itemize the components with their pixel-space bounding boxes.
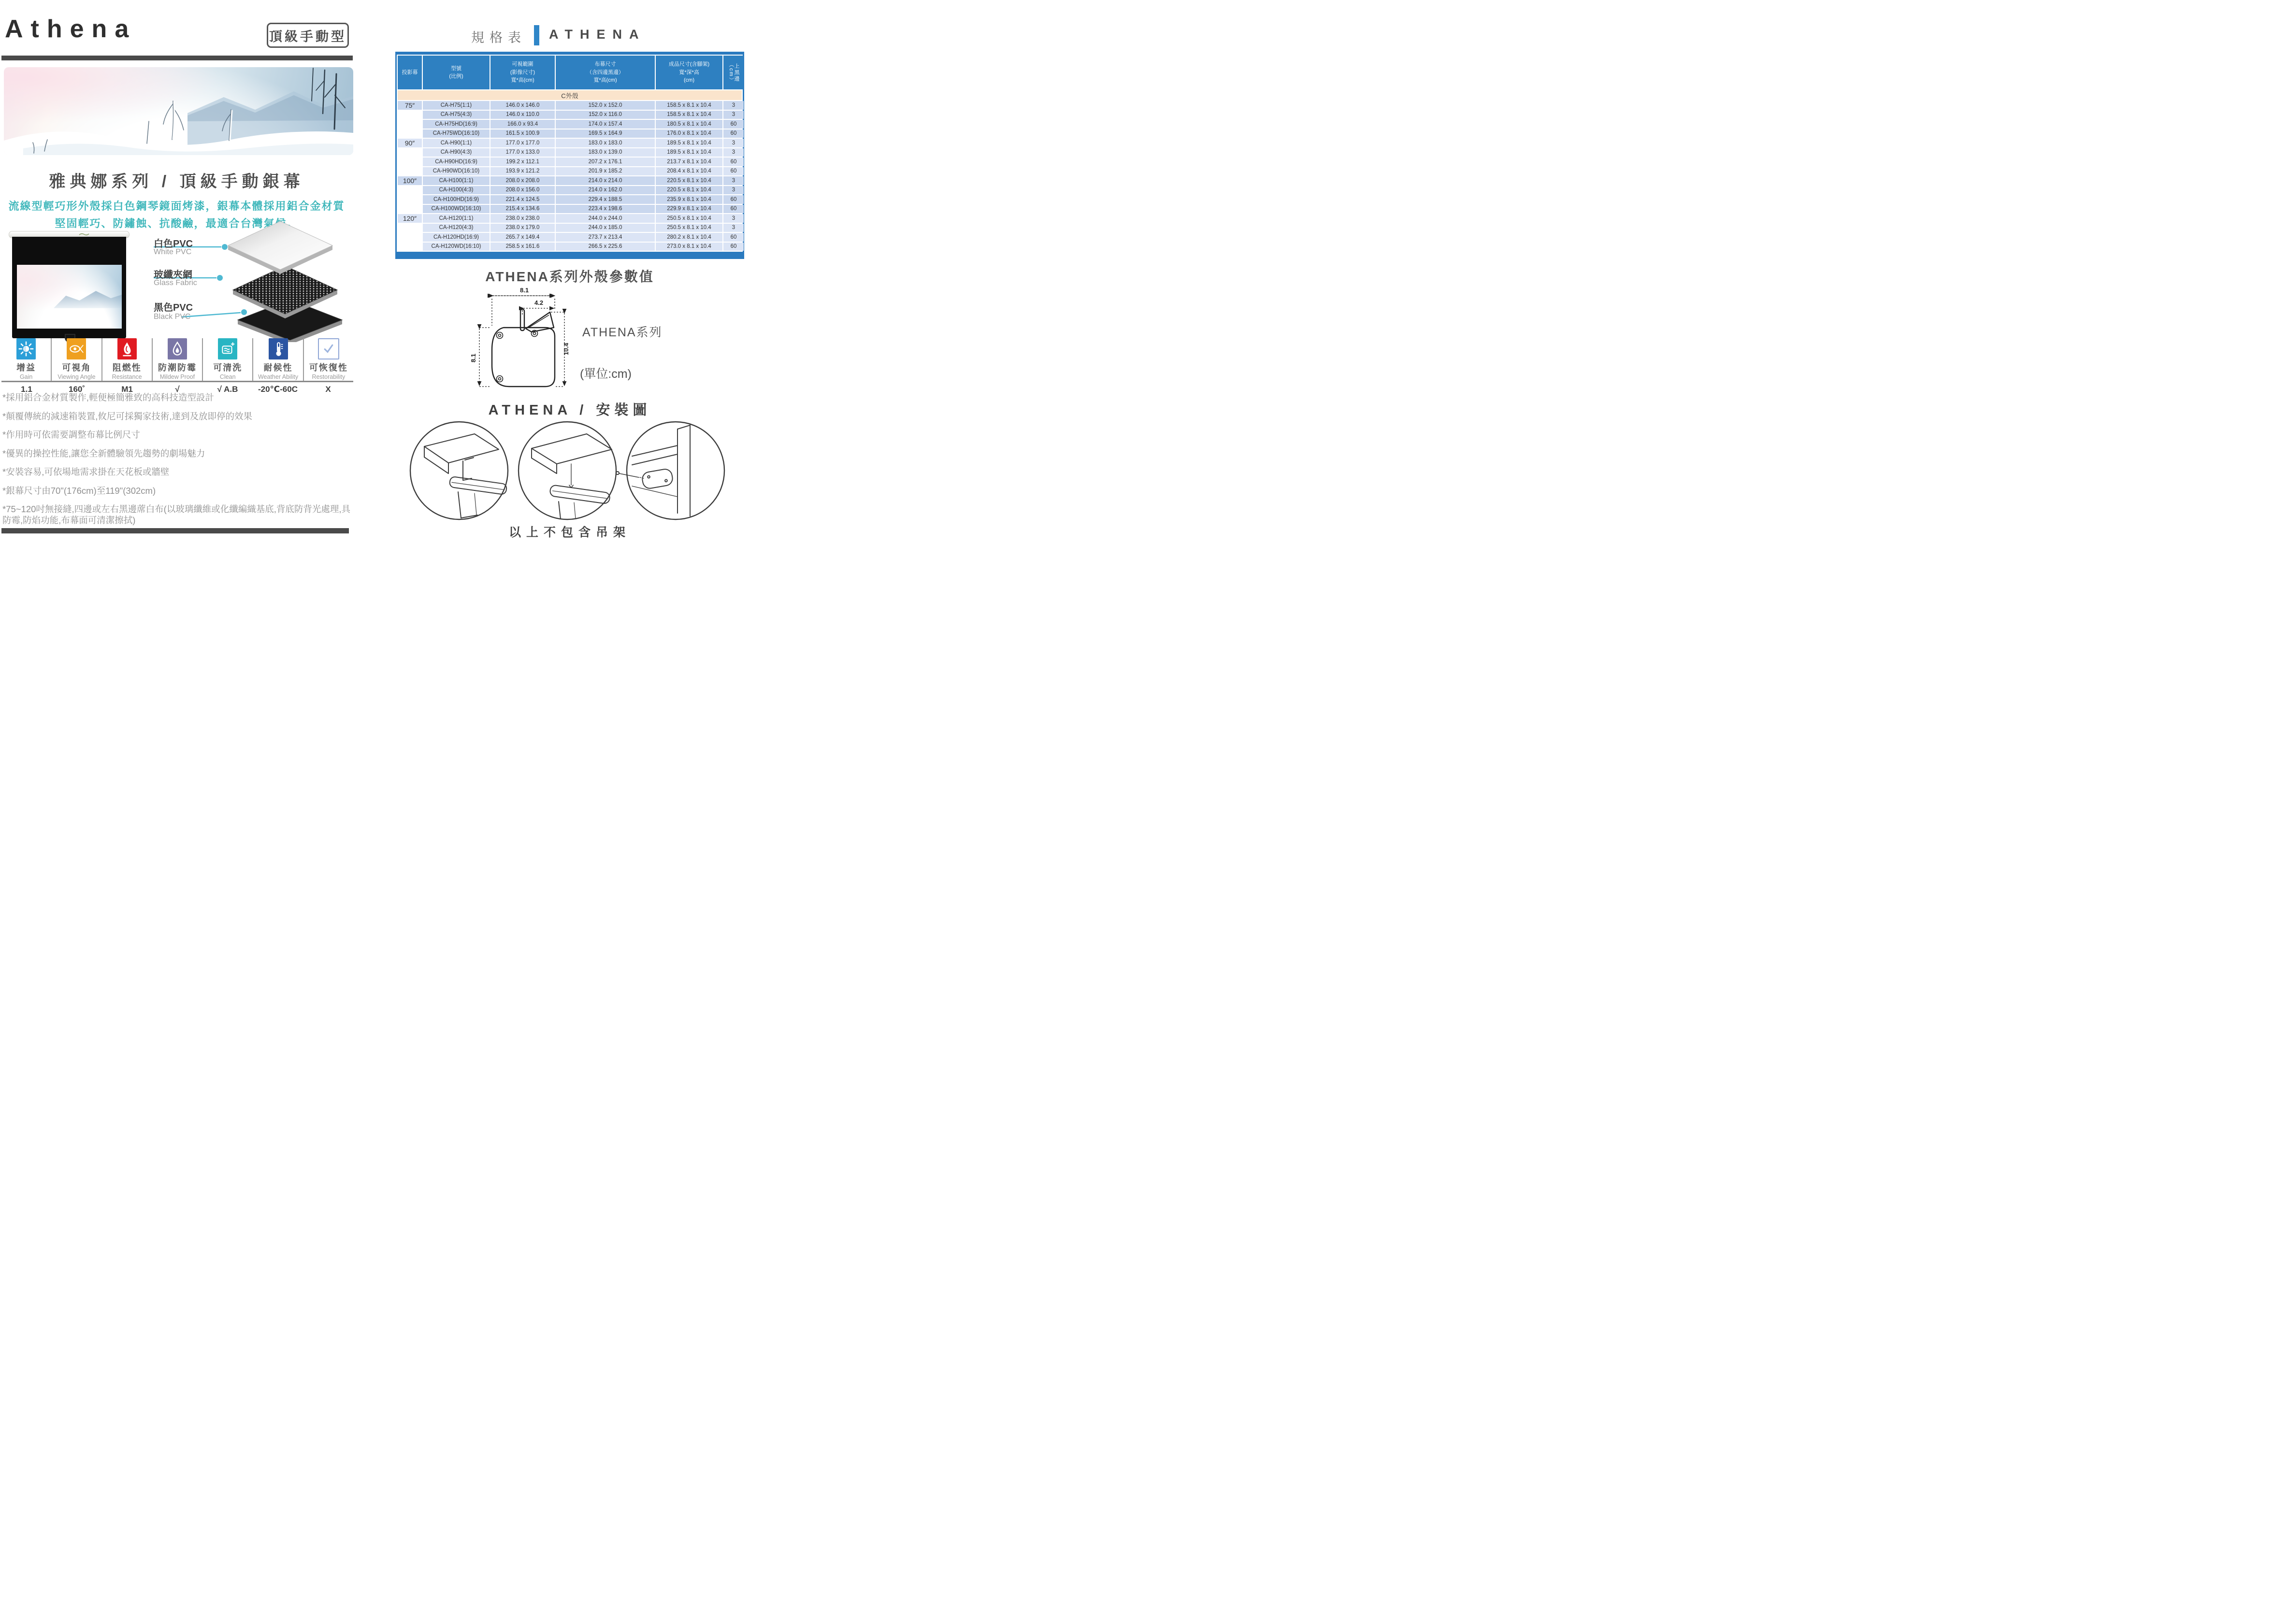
spec-cloth-cell: 214.0 x 162.0 <box>556 186 655 195</box>
spec-view-cell: 146.0 x 110.0 <box>490 111 555 119</box>
layer-label-glass-fabric: 玻纖夾網 <box>154 270 192 280</box>
spec-border-cell: 3 <box>723 139 744 147</box>
spec-border-cell: 3 <box>723 176 744 185</box>
layer-label-black-pvc-en: Black PVC <box>154 313 191 321</box>
feature-label-en: Viewing Angle <box>58 374 96 380</box>
spec-view-cell: 208.0 x 156.0 <box>490 186 555 195</box>
gain-sun-icon <box>16 338 36 359</box>
spec-cloth-cell: 273.7 x 213.4 <box>556 233 655 242</box>
white-pvc-layer <box>228 221 332 274</box>
page-title: Athena <box>5 15 137 43</box>
case-type-row: C外殼 <box>398 90 742 100</box>
feature-label-en: Mildew Proof <box>159 374 195 380</box>
spec-accent-bar <box>534 25 539 45</box>
spec-border-cell: 3 <box>723 111 744 119</box>
spec-cloth-cell: 207.2 x 176.1 <box>556 158 655 166</box>
header-line: 寬*深*高 <box>679 69 699 75</box>
spec-product-cell: 280.2 x 8.1 x 10.4 <box>656 233 722 242</box>
screen-black-border <box>12 237 126 338</box>
spec-product-cell: 158.5 x 8.1 x 10.4 <box>656 101 722 110</box>
spec-product-cell: 189.5 x 8.1 x 10.4 <box>656 148 722 157</box>
spec-view-cell: 238.0 x 179.0 <box>490 224 555 232</box>
feature-label-cn: 增益 <box>16 363 36 373</box>
feature-label-en: Gain <box>19 374 33 380</box>
series-description-line2: 堅固輕巧、防鏽蝕、抗酸鹼，最適合台灣氣候。 <box>55 217 299 230</box>
spec-product-cell: 220.5 x 8.1 x 10.4 <box>656 176 722 185</box>
flame-icon <box>117 338 137 359</box>
bottom-divider <box>1 528 349 533</box>
header-line: 布幕尺寸 <box>594 61 616 68</box>
header-line: 可視範圍 <box>512 61 533 68</box>
spec-border-cell: 3 <box>723 214 744 223</box>
shell-unit-label: (單位:cm) <box>580 367 632 381</box>
feature-note: *75~120吋無接縫,四邊或左右黑邊蓆白布(以玻璃纖維或化纖編織基底,背底防背光處理,具防霉,防焰功能,布幕面可清潔擦拭) <box>2 504 351 525</box>
viewing-eye-icon <box>67 338 86 359</box>
feature-weather-ability <box>252 338 303 381</box>
feature-mildew-proof <box>152 338 202 381</box>
features-divider <box>1 381 353 382</box>
spec-product-cell: 235.9 x 8.1 x 10.4 <box>656 195 722 204</box>
shell-parameters-title: ATHENA系列外殼參數值 <box>485 269 654 284</box>
feature-viewing-angle <box>51 338 101 381</box>
spec-border-cell: 60 <box>723 233 744 242</box>
spec-view-cell: 146.0 x 146.0 <box>490 101 555 110</box>
feature-note: *銀幕尺寸由70"(176cm)至119"(302cm) <box>2 485 156 496</box>
header-line: (cm) <box>684 77 694 84</box>
spec-cloth-cell: 229.4 x 188.5 <box>556 195 655 204</box>
spec-table-head <box>397 55 743 89</box>
spec-column-header <box>556 56 655 89</box>
spec-model-cell: CA-H100(4:3) <box>423 186 490 195</box>
spec-cloth-cell: 152.0 x 152.0 <box>556 101 655 110</box>
spec-cloth-cell: 244.0 x 185.0 <box>556 224 655 232</box>
layer-label-black-pvc: 黑色PVC <box>154 302 193 313</box>
layer-label-white-pvc: 白色PVC <box>154 239 193 249</box>
spec-model-cell: CA-H90(4:3) <box>423 148 490 157</box>
spec-view-cell: 258.5 x 161.6 <box>490 243 555 251</box>
feature-label-cn: 防潮防霉 <box>158 363 197 373</box>
shell-screws <box>497 331 538 382</box>
spec-table <box>395 52 744 259</box>
spec-cloth-cell: 183.0 x 183.0 <box>556 139 655 147</box>
spec-column-header <box>490 56 555 89</box>
spec-cloth-cell: 266.5 x 225.6 <box>556 243 655 251</box>
product-screen-photo <box>9 231 130 343</box>
header-line: 寬*高(cm) <box>511 77 534 84</box>
spec-product-cell: 213.7 x 8.1 x 10.4 <box>656 158 722 166</box>
droplet-icon <box>168 338 187 359</box>
header-line: (比例) <box>449 73 463 79</box>
feature-value: √ A.B <box>217 385 238 394</box>
spec-cloth-cell: 244.0 x 244.0 <box>556 214 655 223</box>
spec-product-cell: 250.5 x 8.1 x 10.4 <box>656 224 722 232</box>
header-line: 上黑邊（cm） <box>728 61 739 84</box>
spec-view-cell: 177.0 x 133.0 <box>490 148 555 157</box>
spec-cloth-cell: 214.0 x 214.0 <box>556 176 655 185</box>
spec-product-cell: 158.5 x 8.1 x 10.4 <box>656 111 722 119</box>
spec-border-cell: 60 <box>723 158 744 166</box>
spec-view-cell: 166.0 x 93.4 <box>490 120 555 129</box>
install-hanging-wire-diagram <box>519 422 616 519</box>
winter-banner-art <box>4 67 353 155</box>
spec-view-cell: 193.9 x 121.2 <box>490 167 555 176</box>
feature-note: *採用鋁合金材質製作,輕便極簡雅致的高科技造型設計 <box>2 392 214 402</box>
feature-value: 1.1 <box>21 385 32 394</box>
header-line: 寬*高(cm) <box>593 77 617 84</box>
winter-banner-image <box>4 67 353 155</box>
spec-model-cell: CA-H120WD(16:10) <box>423 243 490 251</box>
glass-fabric-layer <box>233 266 337 318</box>
feature-label-en: Restorability <box>312 374 346 381</box>
feature-value: X <box>325 385 331 394</box>
header-line: 型號 <box>451 65 461 72</box>
spec-border-cell: 3 <box>723 186 744 195</box>
screen-size-cell: 100″ <box>398 176 422 185</box>
spec-border-cell: 60 <box>723 120 744 129</box>
feature-label-cn: 可清洗 <box>213 363 243 373</box>
spec-view-cell: 208.0 x 208.0 <box>490 176 555 185</box>
spec-model-cell: CA-H120(1:1) <box>423 214 490 223</box>
feature-label-cn: 阻燃性 <box>112 363 142 373</box>
feature-label-cn: 耐候性 <box>263 363 293 373</box>
feature-gain <box>1 338 51 381</box>
spec-cloth-cell: 201.9 x 185.2 <box>556 167 655 176</box>
feature-value: 160˚ <box>68 385 86 394</box>
spec-model-cell: CA-H120(4:3) <box>423 224 490 232</box>
picture-mountains <box>54 289 122 308</box>
spec-label: 規格表 <box>471 30 526 45</box>
spec-model-cell: CA-H75WD(16:10) <box>423 129 490 138</box>
feature-icons-row <box>1 338 353 381</box>
spec-border-cell: 60 <box>723 195 744 204</box>
spec-model-cell: CA-H75(1:1) <box>423 101 490 110</box>
spec-model-cell: CA-H90HD(16:9) <box>423 158 490 166</box>
layer-label-glass-fabric-en: Glass Fabric <box>154 279 197 287</box>
spec-cloth-cell: 223.4 x 198.6 <box>556 205 655 214</box>
spec-model-cell: CA-H100WD(16:10) <box>423 205 490 214</box>
screen-size-cell: 90″ <box>398 139 422 147</box>
feature-note: *顛覆傳統的減速箱裝置,攸尼可採獨家技術,達到及放即停的效果 <box>2 411 252 421</box>
feature-clean <box>202 338 252 381</box>
feature-value: -20℃-60C <box>258 385 298 394</box>
spec-border-cell: 3 <box>723 148 744 157</box>
brand-swoosh-icon <box>79 232 89 236</box>
spec-cloth-cell: 183.0 x 139.0 <box>556 148 655 157</box>
header-line: （含四邊黑邊） <box>587 69 624 75</box>
spec-view-cell: 215.4 x 134.6 <box>490 205 555 214</box>
spec-product-cell: 250.5 x 8.1 x 10.4 <box>656 214 722 223</box>
header-line: 投影幕 <box>402 69 418 75</box>
header-line: 成品尺寸(含腳架) <box>668 61 710 68</box>
screen-size-cell: 75″ <box>398 101 422 110</box>
spec-column-header <box>398 56 422 89</box>
spec-product-cell: 273.0 x 8.1 x 10.4 <box>656 243 722 251</box>
clean-wipe-icon <box>218 338 237 359</box>
spec-view-cell: 177.0 x 177.0 <box>490 139 555 147</box>
feature-label-cn: 可恢復性 <box>309 363 348 373</box>
header-line: (影像尺寸) <box>510 69 535 75</box>
spec-column-header <box>723 56 744 89</box>
feature-note: *安裝容易,可依場地需求掛在天花板或牆壁 <box>2 467 170 477</box>
spec-product-cell: 229.9 x 8.1 x 10.4 <box>656 205 722 214</box>
install-diagram-title: ATHENA / 安裝圖 <box>488 402 651 418</box>
feature-label-en: Resistance <box>112 374 142 380</box>
feature-value: √ <box>175 385 180 394</box>
layer-label-white-pvc-en: White PVC <box>154 248 192 256</box>
feature-notes-list <box>2 392 352 534</box>
spec-product-cell: 220.5 x 8.1 x 10.4 <box>656 186 722 195</box>
install-ceiling-bracket-diagram <box>410 422 508 519</box>
spec-border-cell: 3 <box>723 101 744 110</box>
shell-outline <box>492 309 555 387</box>
spec-product-cell: 176.0 x 8.1 x 10.4 <box>656 129 722 138</box>
feature-label-cn: 可視角 <box>62 363 91 373</box>
feature-note: *優異的操控性能,讓您全新體驗領先趨勢的劇場魅力 <box>2 448 205 459</box>
dim-inner: 4.2 <box>534 299 544 306</box>
screen-picture-area <box>17 265 122 329</box>
spec-view-cell: 199.2 x 112.1 <box>490 158 555 166</box>
spec-view-cell: 238.0 x 238.0 <box>490 214 555 223</box>
spec-model-cell: CA-H75(4:3) <box>423 111 490 119</box>
feature-label-en: Weather Ability <box>258 374 299 380</box>
feature-resistance <box>101 338 152 381</box>
spec-model-cell: CA-H75HD(16:9) <box>423 120 490 129</box>
spec-model-cell: CA-H120HD(16:9) <box>423 233 490 242</box>
athena-spec-sheet <box>0 0 764 541</box>
title-divider <box>1 56 353 60</box>
spec-view-cell: 161.5 x 100.9 <box>490 129 555 138</box>
install-wall-mount-diagram <box>616 422 724 519</box>
spec-column-header <box>423 56 490 89</box>
feature-label-en: Clean <box>219 374 236 380</box>
screen-size-cell: 120″ <box>398 214 422 223</box>
spec-table-header <box>395 24 744 46</box>
feature-restorability <box>303 338 353 381</box>
spec-border-cell: 3 <box>723 224 744 232</box>
spec-product-cell: 208.4 x 8.1 x 10.4 <box>656 167 722 176</box>
spec-table-body <box>397 101 743 252</box>
dim-top: 8.1 <box>520 287 529 294</box>
spec-column-header <box>656 56 722 89</box>
spec-model-cell: CA-H90(1:1) <box>423 139 490 147</box>
spec-cloth-cell: 169.5 x 164.9 <box>556 129 655 138</box>
spec-border-cell: 60 <box>723 205 744 214</box>
spec-border-cell: 60 <box>723 167 744 176</box>
spec-model-cell: CA-H100(1:1) <box>423 176 490 185</box>
type-badge: 頂級手動型 <box>267 23 349 48</box>
spec-border-cell: 60 <box>723 243 744 251</box>
spec-product-cell: 180.5 x 8.1 x 10.4 <box>656 120 722 129</box>
installation-diagrams <box>401 418 739 523</box>
spec-brand: ATHENA <box>549 27 646 42</box>
spec-cloth-cell: 174.0 x 157.4 <box>556 120 655 129</box>
table-bottom-bar <box>397 252 743 258</box>
series-heading: 雅典娜系列 / 頂級手動銀幕 <box>49 172 304 191</box>
spec-view-cell: 221.4 x 124.5 <box>490 195 555 204</box>
restore-check-icon <box>318 338 339 359</box>
feature-value: M1 <box>121 385 133 394</box>
thermometer-icon <box>269 338 288 359</box>
spec-product-cell: 189.5 x 8.1 x 10.4 <box>656 139 722 147</box>
dim-height: 10.4 <box>562 343 570 355</box>
spec-cloth-cell: 152.0 x 116.0 <box>556 111 655 119</box>
spec-view-cell: 265.7 x 149.4 <box>490 233 555 242</box>
install-note: 以上不包含吊架 <box>508 526 631 539</box>
spec-border-cell: 60 <box>723 129 744 138</box>
series-description-line1: 流線型輕巧形外殼採白色鋼琴鏡面烤漆，銀幕本體採用鋁合金材質 <box>8 200 345 212</box>
dim-left: 8.1 <box>470 353 477 362</box>
spec-model-cell: CA-H100HD(16:9) <box>423 195 490 204</box>
shell-series-label: ATHENA系列 <box>582 326 663 339</box>
spec-model-cell: CA-H90WD(16:10) <box>423 167 490 176</box>
feature-note: *作用時可依需要調整布幕比例尺寸 <box>2 430 140 440</box>
